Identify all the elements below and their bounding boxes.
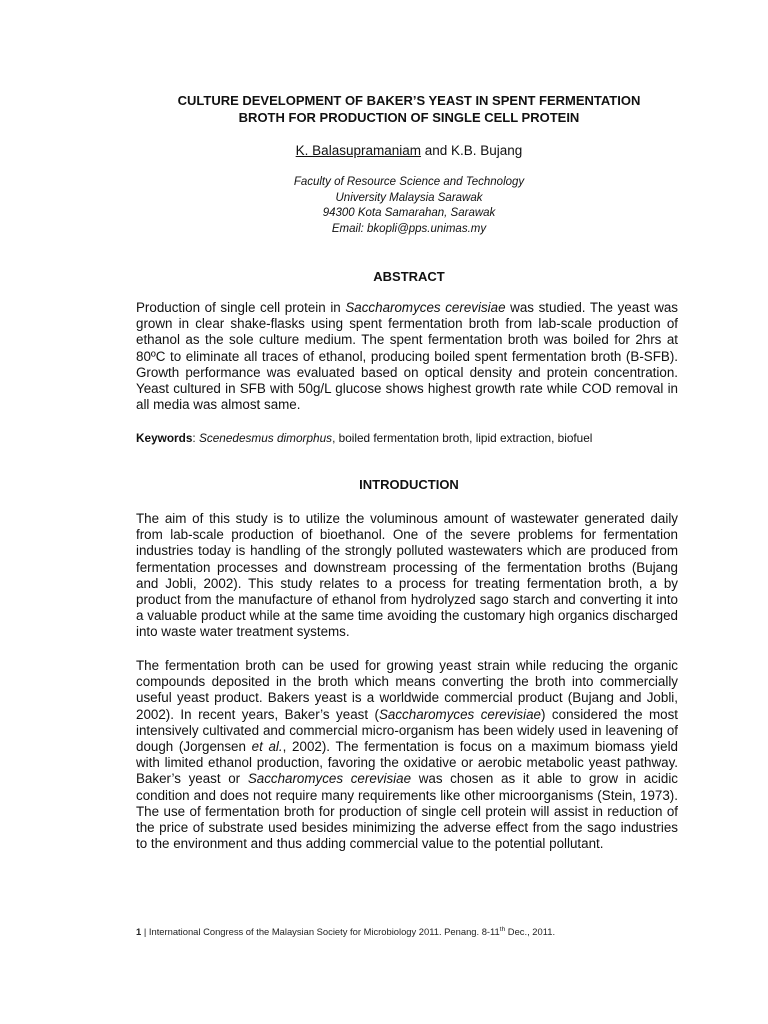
abstract-species-name: Saccharomyces cerevisiae	[345, 300, 506, 315]
footer-separator: |	[141, 926, 149, 937]
affiliation-address: 94300 Kota Samarahan, Sarawak	[322, 207, 496, 219]
keywords-species: Scenedesmus dimorphus	[198, 431, 333, 445]
affiliation-faculty: Faculty of Resource Science and Technology	[293, 176, 525, 188]
footer-superscript: th	[499, 926, 506, 933]
footer-divider	[133, 919, 678, 920]
intro2-et-al: et al.	[251, 739, 283, 755]
intro2-text-c: , 2002). The fermentation is focus on a maximum biomass yield with limited ethanol production, favoring the oxidative or aerobic metabolic yeast pathway. Baker’s yeast or	[136, 739, 679, 787]
footer-tail: Dec., 2011.	[505, 926, 556, 937]
abstract-paragraph	[136, 300, 678, 413]
intro2-text-a: The fermentation broth can be used for growing yeast strain while reducing the organic compounds deposited in the broth which means converting the broth into commercially useful yeast product. Bakers yeast is a worldwide commercial product (Bujang and Jobli, 2002). In recent years, Baker’s yeast (	[136, 658, 678, 722]
author-list	[120, 143, 698, 159]
keywords-colon: :	[192, 431, 199, 445]
affiliation-university: University Malaysia Sarawak	[335, 191, 483, 204]
keywords-line	[136, 431, 696, 446]
affiliation-block	[120, 175, 698, 237]
keywords-rest: , boiled fermentation broth, lipid extraction, biofuel	[332, 431, 593, 445]
author-connector: and	[420, 143, 452, 158]
page-number: 1	[136, 926, 142, 937]
paper-title-line1: CULTURE DEVELOPMENT OF BAKER’S YEAST IN SPENT FERMENTATION	[177, 93, 641, 108]
intro2-species-1: Saccharomyces cerevisiae	[378, 706, 541, 722]
introduction-paragraph-2	[136, 658, 678, 852]
keywords-label: Keywords	[136, 431, 193, 445]
author-2: K.B. Bujang	[451, 143, 523, 158]
abstract-text-1: Production of single cell protein in	[136, 300, 346, 315]
author-1: K. Balasupramaniam	[295, 143, 421, 158]
abstract-text-2: was studied. The yeast was grown in clear shake-flasks using spent fermentation broth from lab-scale production of ethanol as the sole culture medium. The spent fermentation broth was boiled for 2hrs at 80ºC to eliminate all traces of ethanol, producing boiled spent fermentation broth (B-SFB). Growth performance was evaluated based on optical density and protein concentration. Yeast cultured in SFB with 50g/L glucose shows highest growth rate while COD removal in all media was almost same.	[136, 300, 679, 413]
page-footer	[136, 926, 696, 938]
introduction-heading: INTRODUCTION	[359, 477, 459, 492]
paper-title-line2: BROTH FOR PRODUCTION OF SINGLE CELL PROTEIN	[238, 109, 580, 125]
footer-text: International Congress of the Malaysian Society for Microbiology 2011. Penang. 8-11	[148, 926, 500, 937]
intro2-text-b: ) considered the most intensively cultivated and commercial micro-organism has been widely used in leavening of dough (Jorgensen	[136, 706, 678, 755]
abstract-heading: ABSTRACT	[373, 269, 445, 284]
intro2-species-2: Saccharomyces cerevisiae	[247, 771, 412, 787]
paper-title	[120, 93, 698, 126]
intro2-text-d: was chosen as it able to grow in acidic condition and does not require many requirements like other microorganisms (Stein, 1973). The use of fermentation broth for production of single cell protein will assist in reduction of the price of substrate used besides minimizing the adverse effect from the sago industries to the environment and thus adding commercial value to the potential pollutant.	[136, 771, 679, 852]
introduction-paragraph-1: The aim of this study is to utilize the voluminous amount of wastewater generated daily from lab-scale production of bioethanol. One of the severe problems for fermentation industries today is handling of the strongly polluted wastewaters which are produced from fermentation processes and downstream processing of the fermentation broths (Bujang and Jobli, 2002). This study relates to a process for treating fermentation broth, a by product from the manufacture of ethanol from hydrolyzed sago starch and converting it into a valuable product while at the same time avoiding the customary high organics discharged into waste water treatment systems.	[136, 511, 678, 640]
affiliation-email: Email: bkopli@pps.unimas.my	[331, 222, 487, 235]
